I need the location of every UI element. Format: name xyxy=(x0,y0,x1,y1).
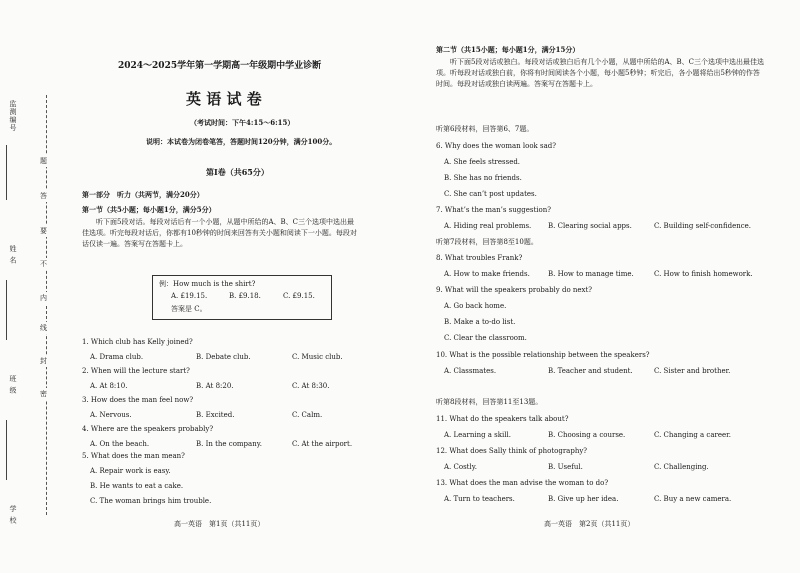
option-a: A. Costly. xyxy=(444,463,477,471)
option-a: A. Drama club. xyxy=(90,353,144,361)
exam-title: 英 语 试 卷 xyxy=(186,90,262,108)
option-b: B. Teacher and student. xyxy=(548,367,633,375)
option-c: C. At 8:30. xyxy=(292,382,330,390)
question-10: 10. What is the possible relationship between the speakers? xyxy=(436,351,650,359)
question-2: 2. When will the lecture start? xyxy=(82,367,190,375)
option-a: A. Learning a skill. xyxy=(444,431,511,439)
exam-number-label: 监测编号 xyxy=(9,100,17,132)
class-line xyxy=(6,420,7,480)
option-b: B. How to manage time. xyxy=(548,270,634,278)
material-6-note: 听第6段材料，回答第6、7题。 xyxy=(436,125,534,133)
class-label: 班 级 xyxy=(9,375,17,395)
question-11: 11. What do the speakers talk about? xyxy=(436,415,569,423)
question-8: 8. What troubles Frank? xyxy=(436,254,523,262)
seal-char: 线 xyxy=(40,324,47,332)
option-b: B. Make a to-do list. xyxy=(444,318,516,326)
option-c: C. Challenging. xyxy=(654,463,709,471)
seal-char: 答 xyxy=(40,192,47,200)
example-option-b: B. £9.18. xyxy=(229,292,261,300)
exam-number-line xyxy=(6,145,7,200)
question-3: 3. How does the man feel now? xyxy=(82,396,194,404)
example-box xyxy=(152,275,332,320)
seal-char: 内 xyxy=(40,294,47,302)
seal-char: 密 xyxy=(40,390,47,398)
option-b: B. He wants to eat a cake. xyxy=(90,482,184,490)
question-12: 12. What does Sally think of photography? xyxy=(436,447,588,455)
option-c: C. Changing a career. xyxy=(654,431,731,439)
question-6: 6. Why does the woman look sad? xyxy=(436,142,557,150)
question-1: 1. Which club has Kelly joined? xyxy=(82,338,193,346)
option-c: C. The woman brings him trouble. xyxy=(90,497,212,505)
option-b: B. Debate club. xyxy=(196,353,251,361)
option-b: B. Excited. xyxy=(196,411,235,419)
option-c: C. How to finish homework. xyxy=(654,270,753,278)
option-b: B. In the company. xyxy=(196,440,262,448)
option-a: A. Go back home. xyxy=(444,302,507,310)
option-c: C. Buy a new camera. xyxy=(654,495,732,503)
school-label: 学 校 xyxy=(9,505,17,525)
volume-heading: 第Ⅰ卷（共65分） xyxy=(206,167,269,177)
material-8-note: 听第8段材料，回答第11至13题。 xyxy=(436,398,543,406)
section1-instructions: 听下面5段对话。每段对话后有一个小题，从题中所给的A、B、C三个选项中选出最佳选项。听完每段对话后，你都有10秒钟的时间来回答有关小题和阅读下一小题。每段对话仅读一遍。答案写在答题卡上。 xyxy=(82,218,357,248)
example-question: 例：How much is the shirt? xyxy=(159,280,256,288)
section2-heading: 第二节（共15小题；每小题1分，满分15分） xyxy=(436,45,580,54)
example-option-c: C. £9.15. xyxy=(283,292,315,300)
option-c: C. Building self-confidence. xyxy=(654,222,752,230)
option-c: C. At the airport. xyxy=(292,440,353,448)
name-line xyxy=(6,280,7,340)
question-9: 9. What will the speakers probably do next? xyxy=(436,286,593,294)
option-b: B. Choosing a course. xyxy=(548,431,626,439)
option-b: B. She has no friends. xyxy=(444,174,522,182)
question-4: 4. Where are the speakers probably? xyxy=(82,425,214,433)
binding-margin xyxy=(0,0,64,573)
material-7-note: 听第7段材料，回答第8至10题。 xyxy=(436,238,538,246)
part1-heading: 第一部分 听力（共两节，满分20分） xyxy=(82,190,204,199)
option-c: C. Music club. xyxy=(292,353,343,361)
option-a: A. Classmates. xyxy=(444,367,497,375)
seal-char: 要 xyxy=(40,227,47,235)
exam-header: 2024～2025学年第一学期高一年级期中学业诊断 xyxy=(118,61,322,71)
option-b: B. At 8:20. xyxy=(196,382,234,390)
page-footer: 高一英语 第1页（共11页） xyxy=(174,520,265,528)
exam-time: （考试时间：下午4:15～6:15） xyxy=(190,118,295,127)
option-a: A. How to make friends. xyxy=(444,270,530,278)
question-13: 13. What does the man advise the woman to do? xyxy=(436,479,609,487)
example-option-a: A. £19.15. xyxy=(171,292,208,300)
option-a: A. Hiding real problems. xyxy=(444,222,532,230)
section1-heading: 第一节（共5小题；每小题1分，满分5分） xyxy=(82,205,216,214)
question-5: 5. What does the man mean? xyxy=(82,452,185,460)
option-b: B. Useful. xyxy=(548,463,583,471)
exam-note: 说明：本试卷为闭卷笔答，答题时间120分钟，满分100分。 xyxy=(146,137,337,146)
example-answer: 答案是 C。 xyxy=(171,305,207,313)
option-c: C. Sister and brother. xyxy=(654,367,731,375)
page-2 xyxy=(436,0,781,573)
option-a: A. She feels stressed. xyxy=(444,158,521,166)
option-c: C. She can’t post updates. xyxy=(444,190,537,198)
option-a: A. At 8:10. xyxy=(90,382,128,390)
option-b: B. Give up her idea. xyxy=(548,495,619,503)
option-a: A. Turn to teachers. xyxy=(444,495,515,503)
option-b: B. Clearing social apps. xyxy=(548,222,632,230)
option-c: C. Calm. xyxy=(292,411,323,419)
page-footer: 高一英语 第2页（共11页） xyxy=(544,520,635,528)
option-a: A. On the beach. xyxy=(90,440,150,448)
seal-char: 不 xyxy=(40,260,47,268)
section2-instructions: 听下面5段对话或独白。每段对话或独白后有几个小题，从题中所给的A、B、C三个选项中选出最佳选项。听每段对话或独白前，你将有时间阅读各个小题，每小题5秒钟；听完后，各小题将给出5秒钟的作答时间。每段对话或独白读两遍。答案写在答题卡上。 xyxy=(436,58,765,88)
seal-char: 封 xyxy=(40,357,47,365)
option-c: C. Clear the classroom. xyxy=(444,334,527,342)
question-7: 7. What’s the man’s suggestion? xyxy=(436,206,552,214)
name-label: 姓 名 xyxy=(9,245,17,265)
option-a: A. Nervous. xyxy=(90,411,132,419)
option-a: A. Repair work is easy. xyxy=(90,467,171,475)
seal-char: 题 xyxy=(40,157,47,165)
